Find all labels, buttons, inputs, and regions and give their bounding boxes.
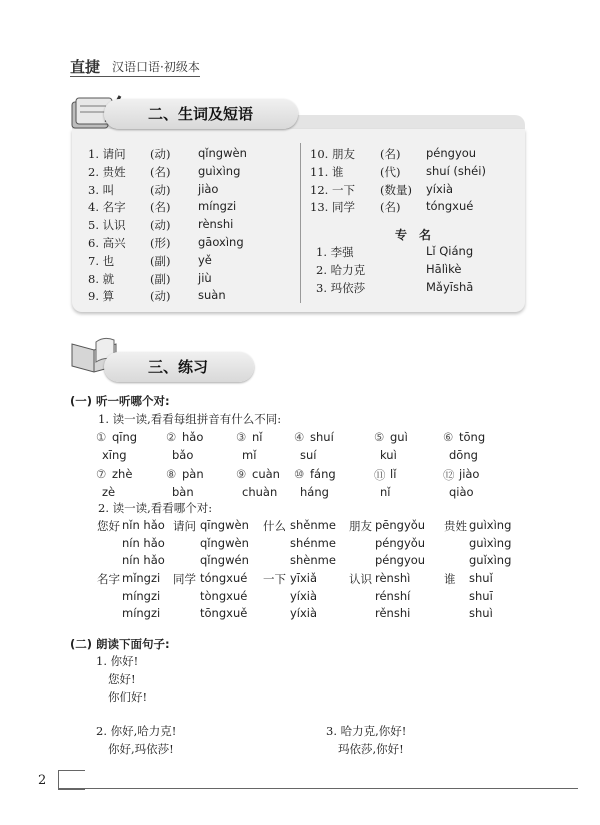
- proper-noun-pinyin: Mǎyīshā: [426, 279, 474, 294]
- vocab-word: 13. 同学: [310, 200, 355, 215]
- choice-word: 您好: [97, 519, 120, 533]
- pinyin-option-a: jiào: [459, 467, 480, 481]
- vocab-part-of-speech: (名): [380, 200, 401, 215]
- vocab-pinyin: jiào: [198, 181, 219, 196]
- vocab-part-of-speech: (副): [150, 271, 171, 286]
- pinyin-choice: qǐngwén: [200, 553, 249, 567]
- section-title-exercises: 三、练习: [104, 352, 254, 382]
- vocab-word: 5. 认识: [88, 218, 126, 233]
- pinyin-choice: míngzi: [122, 588, 161, 603]
- choice-word: 名字: [97, 572, 120, 586]
- section-title-vocab: 二、生词及短语: [104, 99, 298, 129]
- page-number: 2: [38, 773, 47, 788]
- vocab-part-of-speech: (动): [150, 182, 171, 197]
- vocab-part-of-speech: (名): [380, 147, 401, 161]
- vocab-part-of-speech: (动): [150, 289, 171, 304]
- sentence: 您好!: [108, 672, 136, 686]
- pinyin-choice: rènshì: [375, 571, 411, 585]
- vocab-word: 3. 叫: [88, 182, 115, 197]
- pinyin-choice: nín hǎo: [122, 535, 165, 550]
- pinyin-choice: shuì: [469, 606, 493, 620]
- circled-number: ④: [294, 430, 305, 444]
- pinyin-option-b: bǎo: [172, 448, 194, 462]
- vocab-pinyin: péngyou: [426, 146, 477, 160]
- choice-word: 请问: [173, 519, 196, 533]
- pinyin-choice: yíxià: [290, 606, 318, 620]
- pinyin-choice: rénshí: [375, 588, 411, 603]
- pinyin-option-b: dōng: [449, 448, 478, 462]
- pinyin-option-b: kuì: [380, 448, 397, 462]
- choice-word: 认识: [349, 572, 372, 586]
- pinyin-option-a: cuàn: [252, 467, 280, 481]
- vocab-pinyin: suàn: [198, 288, 226, 303]
- pinyin-choice: míngzi: [122, 606, 161, 620]
- vocab-part-of-speech: (名): [150, 164, 171, 179]
- vocab-pinyin: rènshi: [198, 217, 234, 232]
- pinyin-option-a: hǎo: [182, 430, 204, 444]
- sentence: 玛依莎,你好!: [338, 742, 404, 756]
- vocab-word: 10. 朋友: [310, 147, 355, 161]
- vocab-part-of-speech: (动): [150, 218, 171, 233]
- circled-number: ⑧: [166, 467, 177, 481]
- column-divider: [300, 143, 301, 303]
- circled-number: ⑪: [374, 468, 386, 482]
- circled-number: ⑦: [96, 467, 107, 481]
- pinyin-choice: guìxìng: [469, 518, 512, 532]
- vocab-pinyin: gāoxìng: [198, 235, 244, 249]
- exercise-part-1-title: (一) 听一听哪个对:: [70, 394, 170, 408]
- sentence: 3. 哈力克,你好!: [326, 724, 407, 738]
- pinyin-option-b: háng: [300, 485, 329, 499]
- pinyin-option-a: fáng: [310, 467, 336, 481]
- pinyin-choice: guǐxìng: [469, 553, 512, 567]
- exercise-part-2-title: (二) 朗读下面句子:: [70, 637, 170, 651]
- pinyin-choice: péngyǒu: [375, 535, 426, 550]
- pinyin-option-b: chuàn: [242, 485, 278, 499]
- pinyin-choice: nín hǎo: [122, 553, 165, 567]
- pinyin-choice: qīngwèn: [200, 518, 249, 532]
- vocab-pinyin: yíxià: [426, 181, 454, 196]
- pinyin-option-a: qīng: [112, 430, 138, 444]
- pinyin-option-b: qiào: [449, 485, 474, 499]
- sentence: 2. 你好,哈力克!: [96, 724, 177, 738]
- circled-number: ③: [236, 430, 247, 444]
- pinyin-choice: shuǐ: [469, 571, 493, 585]
- vocab-word: 12. 一下: [310, 182, 355, 197]
- choice-word: 同学: [173, 572, 196, 586]
- circled-number: ⑫: [443, 468, 455, 482]
- book-subtitle: 汉语口语·初级本: [112, 60, 200, 74]
- footer-rule: [58, 788, 578, 789]
- sentence: 1. 你好!: [96, 654, 139, 668]
- vocab-pinyin: shuí (shéi): [426, 163, 486, 178]
- vocab-word: 1. 请问: [88, 147, 126, 161]
- vocab-part-of-speech: (形): [150, 236, 171, 250]
- pinyin-choice: rěnshi: [375, 606, 411, 620]
- proper-noun-pinyin: Lǐ Qiáng: [426, 244, 474, 258]
- circled-number: ⑨: [236, 467, 247, 481]
- pinyin-choice: pēngyǒu: [375, 518, 426, 532]
- proper-noun: 3. 玛依莎: [316, 280, 366, 295]
- exercise-q1: 1. 读一读,看看每组拼音有什么不同:: [98, 412, 282, 426]
- choice-word: 什么: [263, 519, 286, 533]
- choice-word: 谁: [444, 572, 456, 586]
- sentence: 你好,玛依莎!: [108, 742, 174, 756]
- circled-number: ⑤: [374, 430, 385, 444]
- pinyin-choice: tóngxué: [200, 571, 248, 585]
- vocab-word: 9. 算: [88, 289, 115, 304]
- pinyin-option-a: lǐ: [390, 467, 397, 481]
- exercise-q2: 2. 读一读,看看哪个对:: [98, 501, 213, 515]
- circled-number: ①: [96, 430, 107, 444]
- vocab-word: 7. 也: [88, 253, 115, 268]
- vocab-part-of-speech: (动): [150, 147, 171, 161]
- pinyin-option-a: zhè: [112, 467, 133, 481]
- proper-noun-pinyin: Hālìkè: [426, 261, 462, 276]
- vocab-pinyin: tóngxué: [426, 199, 474, 214]
- pinyin-option-b: xīng: [102, 448, 127, 462]
- pinyin-option-b: suí: [300, 448, 317, 462]
- pinyin-choice: tōngxuě: [200, 606, 248, 620]
- pinyin-option-a: guì: [390, 430, 408, 444]
- vocab-word: 6. 高兴: [88, 236, 126, 250]
- pinyin-choice: tòngxué: [200, 588, 248, 603]
- choice-word: 贵姓: [444, 519, 467, 533]
- pinyin-choice: shènme: [290, 553, 336, 567]
- pinyin-choice: yíxià: [290, 588, 318, 603]
- circled-number: ⑩: [294, 467, 305, 481]
- circled-number: ⑥: [443, 430, 454, 444]
- pinyin-choice: mǐngzi: [122, 571, 161, 585]
- vocab-part-of-speech: (名): [150, 200, 171, 215]
- pinyin-choice: nǐn hǎo: [122, 518, 165, 532]
- choice-word: 一下: [263, 572, 286, 586]
- choice-word: 朋友: [349, 519, 372, 533]
- pinyin-choice: shuī: [469, 588, 493, 603]
- header-rule: [70, 76, 200, 77]
- vocab-pinyin: míngzi: [198, 199, 237, 214]
- pinyin-option-b: zè: [102, 485, 116, 499]
- proper-noun: 2. 哈力克: [316, 262, 366, 277]
- vocab-word: 11. 谁: [310, 164, 344, 179]
- pinyin-option-a: shuí: [310, 430, 334, 444]
- vocab-pinyin: jiù: [198, 270, 212, 285]
- circled-number: ②: [166, 430, 177, 444]
- pinyin-option-b: mǐ: [242, 448, 257, 462]
- pinyin-choice: yīxiǎ: [290, 571, 318, 585]
- vocab-word: 2. 贵姓: [88, 164, 126, 179]
- sentence: 你们好!: [108, 690, 148, 704]
- pinyin-option-a: pàn: [182, 467, 204, 481]
- pinyin-choice: shénme: [290, 535, 336, 550]
- pinyin-option-b: bàn: [172, 485, 194, 499]
- pinyin-option-a: tōng: [459, 430, 486, 444]
- pinyin-option-b: nǐ: [380, 485, 391, 499]
- vocab-word: 8. 就: [88, 271, 115, 286]
- pinyin-choice: guìxìng: [469, 535, 512, 550]
- proper-noun: 1. 李强: [316, 245, 354, 259]
- proper-nouns-title: 专 名: [395, 228, 432, 242]
- vocab-word: 4. 名字: [88, 200, 126, 215]
- page-tab-mark: [58, 770, 85, 790]
- pinyin-choice: péngyou: [375, 553, 426, 567]
- vocab-part-of-speech: (代): [380, 164, 401, 179]
- pinyin-choice: shěnme: [290, 518, 336, 532]
- vocab-pinyin: qǐngwèn: [198, 146, 247, 160]
- pinyin-option-a: nǐ: [252, 430, 263, 444]
- vocab-pinyin: yě: [198, 252, 212, 267]
- vocab-pinyin: guìxìng: [198, 163, 241, 178]
- pinyin-choice: qǐngwèn: [200, 535, 249, 550]
- vocab-part-of-speech: (数量): [380, 182, 412, 197]
- vocab-part-of-speech: (副): [150, 253, 171, 268]
- book-brand: 直捷: [70, 58, 101, 76]
